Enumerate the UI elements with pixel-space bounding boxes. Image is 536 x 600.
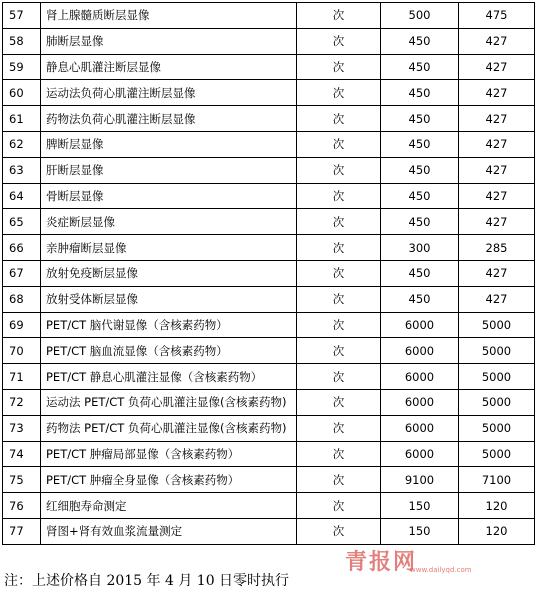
unit-cell: 次 (297, 157, 381, 183)
table-row (3, 80, 535, 106)
unit-cell: 次 (297, 389, 381, 415)
unit-cell: 次 (297, 54, 381, 80)
item-name: 亲肿瘤断层显像 (41, 235, 297, 261)
table-row (3, 235, 535, 261)
price-cell: 450 (381, 54, 459, 80)
price-cell: 450 (381, 106, 459, 132)
price-table (2, 2, 535, 545)
price-cell: 450 (381, 183, 459, 209)
item-name: 红细胞寿命测定 (41, 493, 297, 519)
table-row (3, 467, 535, 493)
price-cell: 6000 (381, 389, 459, 415)
row-number: 73 (3, 415, 41, 441)
item-name: 运动法 PET/CT 负荷心肌灌注显像(含核素药物) (41, 389, 297, 415)
price-cell: 6000 (381, 312, 459, 338)
table-row (3, 106, 535, 132)
unit-cell: 次 (297, 183, 381, 209)
table-row (3, 28, 535, 54)
unit-cell: 次 (297, 106, 381, 132)
price-cell: 150 (381, 493, 459, 519)
row-number: 59 (3, 54, 41, 80)
price-cell: 427 (459, 28, 535, 54)
row-number: 69 (3, 312, 41, 338)
item-name: 放射免疫断层显像 (41, 260, 297, 286)
table-row (3, 364, 535, 390)
table-row (3, 157, 535, 183)
row-number: 70 (3, 338, 41, 364)
row-number: 71 (3, 364, 41, 390)
table-row (3, 3, 535, 29)
table-row (3, 209, 535, 235)
price-cell: 427 (459, 183, 535, 209)
row-number: 77 (3, 518, 41, 544)
price-cell: 9100 (381, 467, 459, 493)
row-number: 58 (3, 28, 41, 54)
price-cell: 6000 (381, 364, 459, 390)
unit-cell: 次 (297, 312, 381, 338)
price-cell: 427 (459, 260, 535, 286)
unit-cell: 次 (297, 467, 381, 493)
table-row (3, 441, 535, 467)
row-number: 61 (3, 106, 41, 132)
item-name: 肾图+肾有效血浆流量测定 (41, 518, 297, 544)
price-cell: 120 (459, 493, 535, 519)
row-number: 60 (3, 80, 41, 106)
row-number: 63 (3, 157, 41, 183)
table-row (3, 493, 535, 519)
price-cell: 285 (459, 235, 535, 261)
row-number: 65 (3, 209, 41, 235)
table-row (3, 260, 535, 286)
row-number: 57 (3, 3, 41, 29)
unit-cell: 次 (297, 28, 381, 54)
unit-cell: 次 (297, 80, 381, 106)
price-cell: 450 (381, 209, 459, 235)
item-name: 药物法 PET/CT 负荷心肌灌注显像(含核素药物) (41, 415, 297, 441)
row-number: 67 (3, 260, 41, 286)
price-cell: 6000 (381, 415, 459, 441)
watermark-url: www.dailyqd.com (410, 566, 472, 574)
row-number: 74 (3, 441, 41, 467)
item-name: 骨断层显像 (41, 183, 297, 209)
item-name: 放射受体断层显像 (41, 286, 297, 312)
price-cell: 427 (459, 131, 535, 157)
table-row (3, 54, 535, 80)
table-row (3, 389, 535, 415)
item-name: PET/CT 肿瘤全身显像（含核素药物） (41, 467, 297, 493)
item-name: 脾断层显像 (41, 131, 297, 157)
unit-cell: 次 (297, 415, 381, 441)
price-cell: 6000 (381, 338, 459, 364)
unit-cell: 次 (297, 131, 381, 157)
table-row (3, 312, 535, 338)
price-cell: 5000 (459, 364, 535, 390)
unit-cell: 次 (297, 493, 381, 519)
unit-cell: 次 (297, 3, 381, 29)
table-row (3, 415, 535, 441)
table-row (3, 131, 535, 157)
row-number: 68 (3, 286, 41, 312)
item-name: PET/CT 肿瘤局部显像（含核素药物） (41, 441, 297, 467)
footnote: 注：上述价格自 2015 年 4 月 10 日零时执行 (4, 573, 290, 589)
table-row (3, 518, 535, 544)
price-cell: 450 (381, 80, 459, 106)
price-cell: 450 (381, 260, 459, 286)
item-name: 炎症断层显像 (41, 209, 297, 235)
price-cell: 5000 (459, 389, 535, 415)
item-name: 药物法负荷心肌灌注断层显像 (41, 106, 297, 132)
row-number: 62 (3, 131, 41, 157)
item-name: PET/CT 脑代谢显像（含核素药物） (41, 312, 297, 338)
price-cell: 450 (381, 28, 459, 54)
watermark-logo: 青报网 (345, 549, 418, 575)
price-cell: 427 (459, 157, 535, 183)
price-cell: 427 (459, 209, 535, 235)
item-name: PET/CT 静息心肌灌注显像（含核素药物） (41, 364, 297, 390)
price-cell: 427 (459, 106, 535, 132)
price-cell: 427 (459, 54, 535, 80)
item-name: 静息心肌灌注断层显像 (41, 54, 297, 80)
unit-cell: 次 (297, 364, 381, 390)
unit-cell: 次 (297, 441, 381, 467)
unit-cell: 次 (297, 518, 381, 544)
item-name: PET/CT 脑血流显像（含核素药物） (41, 338, 297, 364)
price-cell: 5000 (459, 441, 535, 467)
item-name: 运动法负荷心肌灌注断层显像 (41, 80, 297, 106)
price-cell: 120 (459, 518, 535, 544)
table-row (3, 338, 535, 364)
unit-cell: 次 (297, 235, 381, 261)
unit-cell: 次 (297, 209, 381, 235)
price-cell: 7100 (459, 467, 535, 493)
unit-cell: 次 (297, 260, 381, 286)
row-number: 64 (3, 183, 41, 209)
row-number: 76 (3, 493, 41, 519)
price-cell: 475 (459, 3, 535, 29)
price-cell: 450 (381, 131, 459, 157)
table-row (3, 286, 535, 312)
item-name: 肾上腺髓质断层显像 (41, 3, 297, 29)
price-cell: 5000 (459, 338, 535, 364)
row-number: 75 (3, 467, 41, 493)
price-cell: 500 (381, 3, 459, 29)
price-cell: 5000 (459, 415, 535, 441)
price-cell: 6000 (381, 441, 459, 467)
price-cell: 300 (381, 235, 459, 261)
item-name: 肺断层显像 (41, 28, 297, 54)
price-table-body (3, 3, 535, 545)
item-name: 肝断层显像 (41, 157, 297, 183)
row-number: 72 (3, 389, 41, 415)
table-row (3, 183, 535, 209)
unit-cell: 次 (297, 338, 381, 364)
price-cell: 450 (381, 286, 459, 312)
row-number: 66 (3, 235, 41, 261)
price-cell: 427 (459, 80, 535, 106)
price-cell: 450 (381, 157, 459, 183)
price-cell: 5000 (459, 312, 535, 338)
unit-cell: 次 (297, 286, 381, 312)
price-cell: 427 (459, 286, 535, 312)
price-cell: 150 (381, 518, 459, 544)
